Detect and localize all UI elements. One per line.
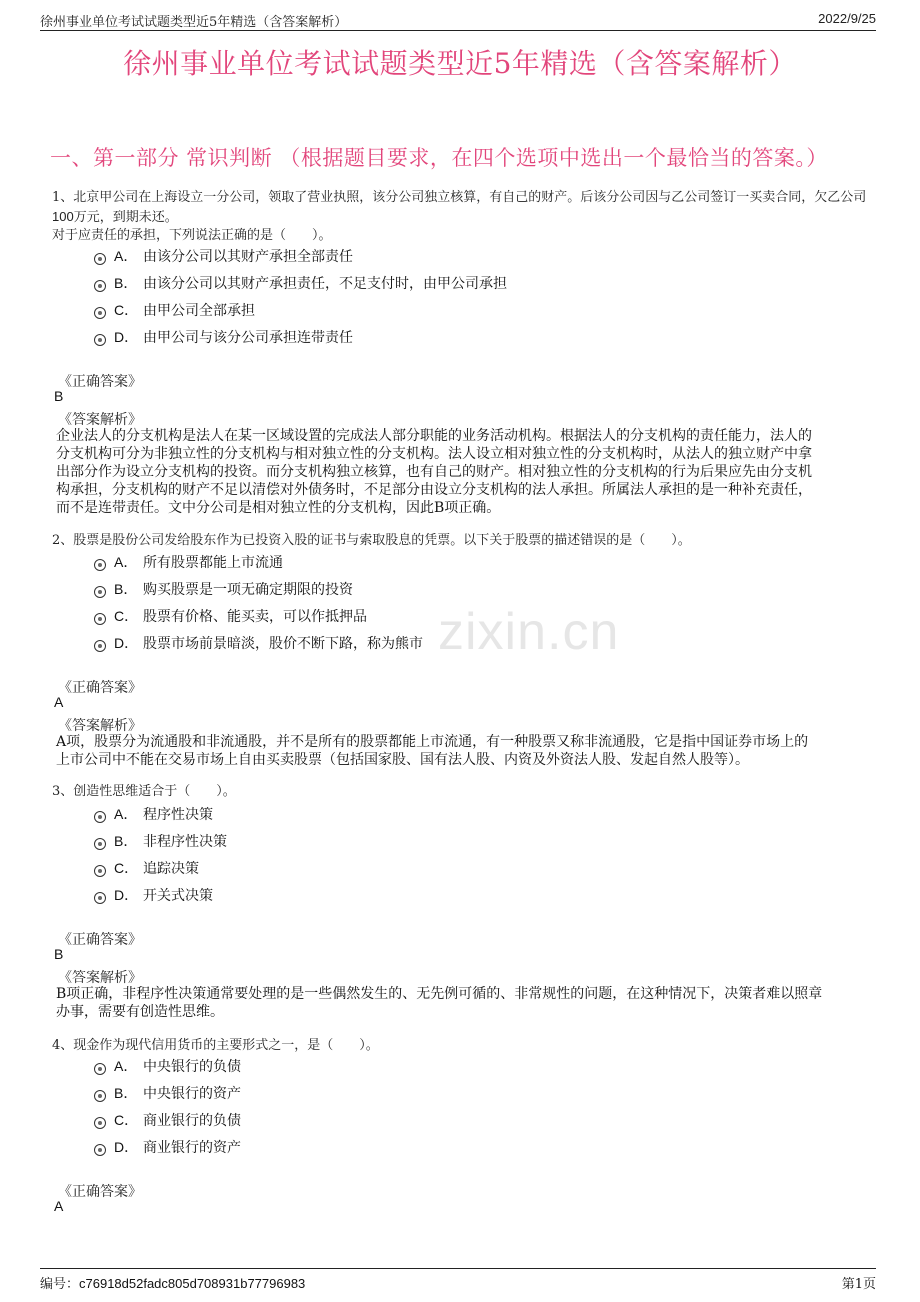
question-2-stem	[52, 531, 872, 550]
option-text: 程序性决策	[143, 807, 213, 823]
question-2-option-d[interactable]: D． 股票市场前景暗淡，股价不断下路，称为熊市	[94, 632, 423, 654]
question-1-option-b[interactable]: B． 由该分公司以其财产承担责任，不足支付时，由甲公司承担	[94, 272, 507, 294]
question-2-option-b[interactable]: B． 购买股票是一项无确定期限的投资	[94, 578, 353, 600]
option-text: 由甲公司全部承担	[143, 303, 255, 319]
radio-icon[interactable]	[94, 1144, 106, 1156]
question-3-answer: B	[54, 946, 64, 962]
radio-icon[interactable]	[94, 559, 106, 571]
question-4-option-b[interactable]: B． 中央银行的资产	[94, 1082, 241, 1104]
radio-icon[interactable]	[94, 586, 106, 598]
watermark: zixin.cn	[438, 603, 620, 661]
option-text: 追踪决策	[143, 861, 199, 877]
radio-icon[interactable]	[94, 838, 106, 850]
correct-answer-label: 《正确答案》	[58, 1184, 142, 1200]
radio-icon[interactable]	[94, 1063, 106, 1075]
option-text: 由该分公司以其财产承担责任，不足支付时，由甲公司承担	[143, 276, 507, 292]
option-text: 股票有价格、能买卖，可以作抵押品	[143, 609, 367, 625]
radio-icon[interactable]	[94, 334, 106, 346]
question-3-option-d[interactable]: D． 开关式决策	[94, 884, 213, 906]
analysis-line: 而不是连带责任。文中分公司是相对独立性的分支机构，因此B项正确。	[56, 500, 501, 516]
option-text: 购买股票是一项无确定期限的投资	[143, 582, 353, 598]
option-text: 所有股票都能上市流通	[143, 555, 283, 571]
radio-icon[interactable]	[94, 1090, 106, 1102]
question-3-option-c[interactable]: C． 追踪决策	[94, 857, 199, 879]
question-1-answer: B	[54, 388, 64, 404]
question-4-answer: A	[54, 1198, 64, 1214]
option-text: 中央银行的资产	[143, 1086, 241, 1102]
analysis-line: 构承担，分支机构的财产不足以清偿对外债务时，不足部分由设立分支机构的法人承担。所属法人承担的是一种补充责任，	[56, 482, 812, 498]
radio-icon[interactable]	[94, 280, 106, 292]
correct-answer-label: 《正确答案》	[58, 680, 142, 696]
option-text: 中央银行的负债	[143, 1059, 241, 1075]
question-3-analysis	[56, 985, 868, 1021]
correct-answer-label: 《正确答案》	[58, 374, 142, 390]
question-1-option-d[interactable]: D． 由甲公司与该分公司承担连带责任	[94, 326, 353, 348]
question-1-analysis	[56, 427, 868, 517]
page-footer	[40, 1268, 876, 1291]
question-2-option-c[interactable]: C． 股票有价格、能买卖，可以作抵押品	[94, 605, 367, 627]
question-2-option-a[interactable]: A． 所有股票都能上市流通	[94, 551, 283, 573]
header-date: 2022/9/25	[818, 11, 876, 26]
question-2-analysis	[56, 733, 868, 769]
question-4-stem	[52, 1036, 872, 1055]
question-1-stem	[52, 188, 872, 245]
question-2-answer: A	[54, 694, 64, 710]
radio-icon[interactable]	[94, 613, 106, 625]
radio-icon[interactable]	[94, 865, 106, 877]
analysis-line: 上市公司中不能在交易市场上自由买卖股票（包括国家股、国有法人股、内资及外资法人股、发起自然人股等）。	[56, 752, 749, 768]
question-1-option-c[interactable]: C． 由甲公司全部承担	[94, 299, 255, 321]
option-text: 非程序性决策	[143, 834, 227, 850]
analysis-line: A项，股票分为流通股和非流通股，并不是所有的股票都能上市流通，有一种股票又称非流通股，它是指中国证券市场上的	[56, 734, 809, 750]
question-3-option-a[interactable]: A． 程序性决策	[94, 803, 213, 825]
section-title: 一、第一部分 常识判断 （根据题目要求，在四个选项中选出一个最恰当的答案。）	[50, 146, 828, 170]
radio-icon[interactable]	[94, 892, 106, 904]
option-text: 开关式决策	[143, 888, 213, 904]
option-text: 商业银行的负债	[143, 1113, 241, 1129]
radio-icon[interactable]	[94, 307, 106, 319]
question-4-option-d[interactable]: D． 商业银行的资产	[94, 1136, 241, 1158]
stem-line: 对于应责任的承担，下列说法正确的是（ ）。	[52, 228, 332, 243]
question-4-option-a[interactable]: A． 中央银行的负债	[94, 1055, 241, 1077]
analysis-label: 《答案解析》	[58, 970, 142, 986]
analysis-line: 出部分作为设立分支机构的投资。而分支机构独立核算，也有自己的财产。相对独立性的分支机构的行为后果应先由分支机	[56, 464, 812, 480]
page-title: 徐州事业单位考试试题类型近5年精选（含答案解析）	[123, 47, 797, 80]
stem-line: 1、北京甲公司在上海设立一分公司，领取了营业执照，该分公司独立核算，有自己的财产。后该分公司因与乙公司签订一买卖合同，欠乙公司	[52, 190, 867, 205]
question-4-option-c[interactable]: C． 商业银行的负债	[94, 1109, 241, 1131]
page-number: 第1页	[841, 1277, 876, 1292]
radio-icon[interactable]	[94, 640, 106, 652]
radio-icon[interactable]	[94, 811, 106, 823]
stem-line: 4、现金作为现代信用货币的主要形式之一，是（ ）。	[52, 1038, 379, 1053]
question-3-option-b[interactable]: B． 非程序性决策	[94, 830, 227, 852]
question-3-stem	[52, 782, 872, 801]
option-text: 由甲公司与该分公司承担连带责任	[143, 330, 353, 346]
stem-line: 3、创造性思维适合于（ ）。	[52, 784, 236, 799]
analysis-label: 《答案解析》	[58, 412, 142, 428]
stem-line: 2、股票是股份公司发给股东作为已投资入股的证书与索取股息的凭票。以下关于股票的描述错误的是（ ）。	[52, 533, 691, 548]
analysis-line: 办事，需要有创造性思维。	[56, 1004, 224, 1020]
analysis-line: B项正确，非程序性决策通常要处理的是一些偶然发生的、无先例可循的、非常规性的问题，在这种情况下，决策者难以照章	[56, 986, 823, 1002]
radio-icon[interactable]	[94, 253, 106, 265]
analysis-line: 企业法人的分支机构是法人在某一区域设置的完成法人部分职能的业务活动机构。根据法人的分支机构的责任能力，法人的	[56, 428, 812, 444]
correct-answer-label: 《正确答案》	[58, 932, 142, 948]
option-text: 股票市场前景暗淡，股价不断下路，称为熊市	[143, 636, 423, 652]
page-header	[40, 10, 876, 31]
document-id: 编号：c76918d52fadc805d708931b77796983	[40, 1276, 306, 1291]
analysis-line: 分支机构可分为非独立性的分支机构与相对独立性的分支机构。法人设立相对独立性的分支机构时，从法人的独立财产中拿	[56, 446, 812, 462]
header-doc-title: 徐州事业单位考试试题类型近5年精选（含答案解析）	[40, 15, 348, 30]
option-text: 由该分公司以其财产承担全部责任	[143, 249, 353, 265]
question-1-option-a[interactable]: A． 由该分公司以其财产承担全部责任	[94, 245, 353, 267]
stem-line: 100万元，到期未还。	[52, 209, 178, 224]
option-text: 商业银行的资产	[143, 1140, 241, 1156]
analysis-label: 《答案解析》	[58, 718, 142, 734]
radio-icon[interactable]	[94, 1117, 106, 1129]
